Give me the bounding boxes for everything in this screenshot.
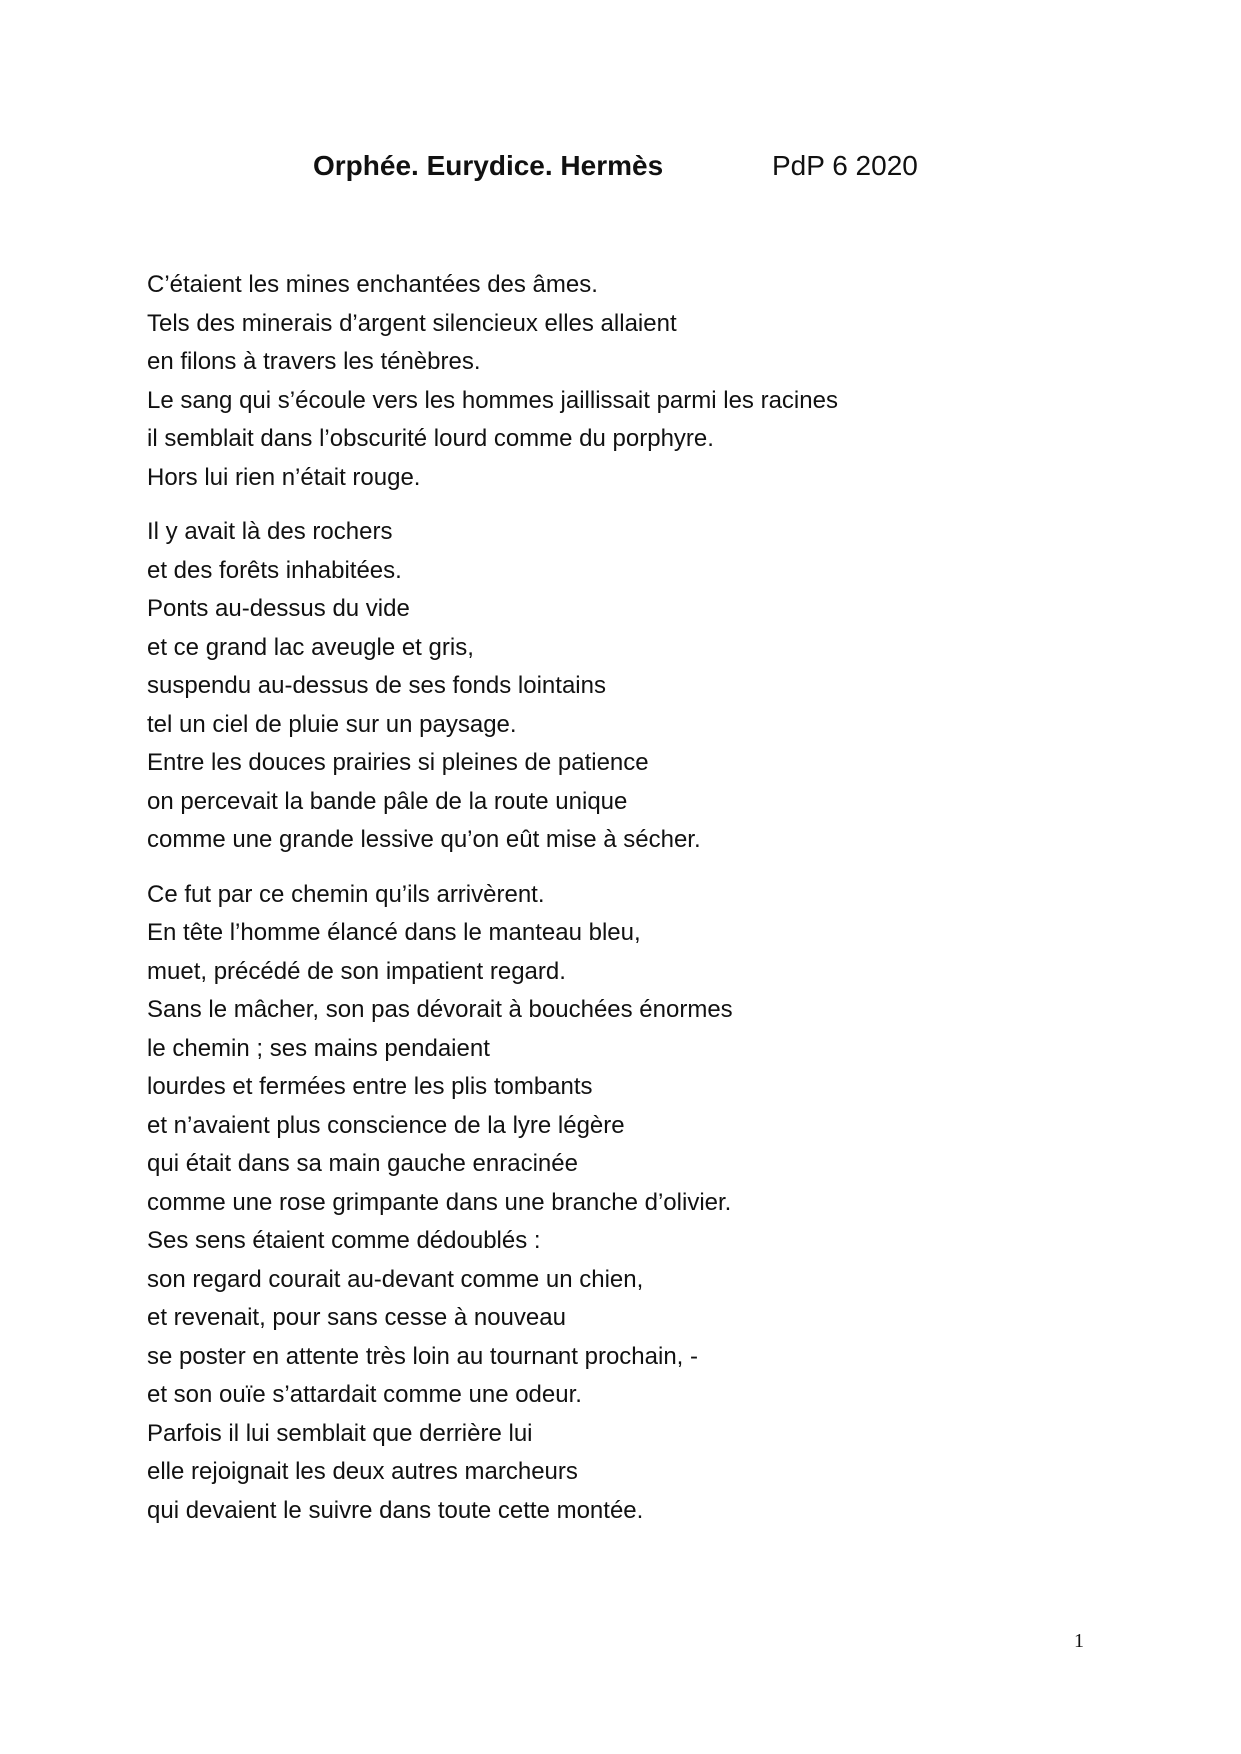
poem-line: on percevait la bande pâle de la route unique xyxy=(147,787,628,815)
stanza-2 xyxy=(147,513,1107,860)
stanza-1 xyxy=(147,266,1107,497)
poem-line: En tête l’homme élancé dans le manteau bleu, xyxy=(147,919,641,946)
poem-body xyxy=(147,266,1107,1530)
stanza-3 xyxy=(147,876,1107,1531)
poem-line: C’étaient les mines enchantées des âmes. xyxy=(147,271,598,298)
poem-line: Sans le mâcher, son pas dévorait à bouchées énormes xyxy=(147,996,733,1023)
poem-line: et n’avaient plus conscience de la lyre légère xyxy=(147,1111,625,1139)
poem-title: Orphée. Eurydice. Hermès xyxy=(313,150,664,181)
poem-line: Il y avait là des rochers xyxy=(147,518,393,545)
title-row xyxy=(0,150,1241,190)
page-number: 1 xyxy=(1074,1630,1084,1652)
poem-line: Ponts au-dessus du vide xyxy=(147,595,410,622)
poem-line: suspendu au-dessus de ses fonds lointains xyxy=(147,672,606,699)
poem-line: Ce fut par ce chemin qu’ils arrivèrent. xyxy=(147,880,545,908)
poem-line: qui devaient le suivre dans toute cette montée. xyxy=(147,1496,644,1524)
poem-line: Ses sens étaient comme dédoublés : xyxy=(147,1227,541,1254)
poem-line: Tels des minerais d’argent silencieux elles allaient xyxy=(147,309,677,337)
poem-line: Hors lui rien n’était rouge. xyxy=(147,463,421,491)
poem-line: lourdes et fermées entre les plis tombants xyxy=(147,1073,593,1100)
poem-line: se poster en attente très loin au tournant prochain, - xyxy=(147,1342,699,1370)
poem-line: comme une rose grimpante dans une branche d’olivier. xyxy=(147,1188,732,1216)
poem-line: qui était dans sa main gauche enracinée xyxy=(147,1150,578,1177)
poem-reference: PdP 6 2020 xyxy=(772,150,918,181)
poem-line: le chemin ; ses mains pendaient xyxy=(147,1034,490,1062)
poem-line: et revenait, pour sans cesse à nouveau xyxy=(147,1304,566,1331)
poem-line: comme une grande lessive qu’on eût mise à sécher. xyxy=(147,826,701,853)
poem-line: et son ouïe s’attardait comme une odeur. xyxy=(147,1381,582,1408)
poem-line: Le sang qui s’écoule vers les hommes jaillissait parmi les racines xyxy=(147,386,838,414)
poem-line: tel un ciel de pluie sur un paysage. xyxy=(147,710,517,738)
poem-line: il semblait dans l’obscurité lourd comme du porphyre. xyxy=(147,425,714,452)
poem-line: Entre les douces prairies si pleines de patience xyxy=(147,749,649,776)
poem-line: et des forêts inhabitées. xyxy=(147,556,402,584)
poem-line: en filons à travers les ténèbres. xyxy=(147,348,481,375)
poem-line: elle rejoignait les deux autres marcheurs xyxy=(147,1458,578,1485)
poem-line: muet, précédé de son impatient regard. xyxy=(147,957,566,985)
poem-line: et ce grand lac aveugle et gris, xyxy=(147,633,474,661)
poem-line: Parfois il lui semblait que derrière lui xyxy=(147,1419,533,1447)
poem-line: son regard courait au-devant comme un chien, xyxy=(147,1265,644,1293)
